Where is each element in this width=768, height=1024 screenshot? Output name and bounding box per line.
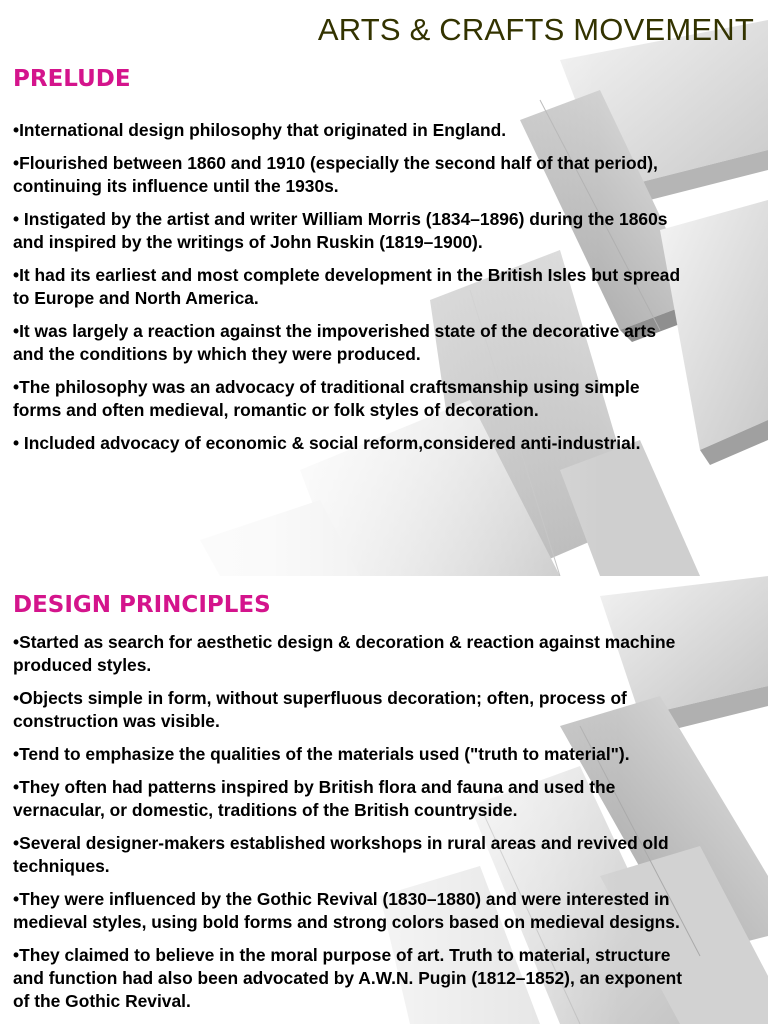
bullet-item: •The philosophy was an advocacy of traditional craftsmanship using simple forms and often medieval, romantic or folk styles of decoration. [13, 377, 640, 420]
bullet-item: •International design philosophy that originated in England. [13, 120, 507, 140]
slide-title: ARTS & CRAFTS MOVEMENT [317, 12, 754, 47]
slide-design-principles [0, 576, 768, 1024]
section-heading-prelude: PRELUDE [13, 66, 131, 92]
bullet-item: •They claimed to believe in the moral purpose of art. Truth to material, structure and function had also been advocated by A.W.N. Pugin (1812–1852), an exponent of the Gothic Revival. [13, 945, 683, 1011]
bullet-item: •It had its earliest and most complete development in the British Isles but spread to Europe and North America. [13, 265, 681, 308]
bullet-item: •They often had patterns inspired by British flora and fauna and used the vernacular, or domestic, traditions of the British countryside. [13, 777, 616, 820]
design-principles-bullet-list [13, 631, 758, 1023]
prelude-bullet-list [13, 119, 758, 465]
bullet-item: • Included advocacy of economic & social reform,considered anti-industrial. [13, 433, 641, 453]
bullet-item: •Several designer-makers established workshops in rural areas and revived old techniques. [13, 833, 669, 876]
bullet-item: •It was largely a reaction against the impoverished state of the decorative arts and the conditions by which they were produced. [13, 321, 656, 364]
bullet-item: • Instigated by the artist and writer William Morris (1834–1896) during the 1860s and inspired by the writings of John Ruskin (1819–1900). [13, 209, 668, 252]
bullet-item: •Flourished between 1860 and 1910 (especially the second half of that period), continuing its influence until the 1930s. [13, 153, 658, 196]
section-heading-design-principles: DESIGN PRINCIPLES [13, 592, 271, 618]
bullet-item: •Tend to emphasize the qualities of the materials used ("truth to material"). [13, 744, 630, 764]
bullet-item: •Started as search for aesthetic design & decoration & reaction against machine produced styles. [13, 632, 676, 675]
bullet-item: •They were influenced by the Gothic Revival (1830–1880) and were interested in medieval styles, using bold forms and strong colors based on medieval designs. [13, 889, 680, 932]
bullet-item: •Objects simple in form, without superfluous decoration; often, process of construction was visible. [13, 688, 627, 731]
